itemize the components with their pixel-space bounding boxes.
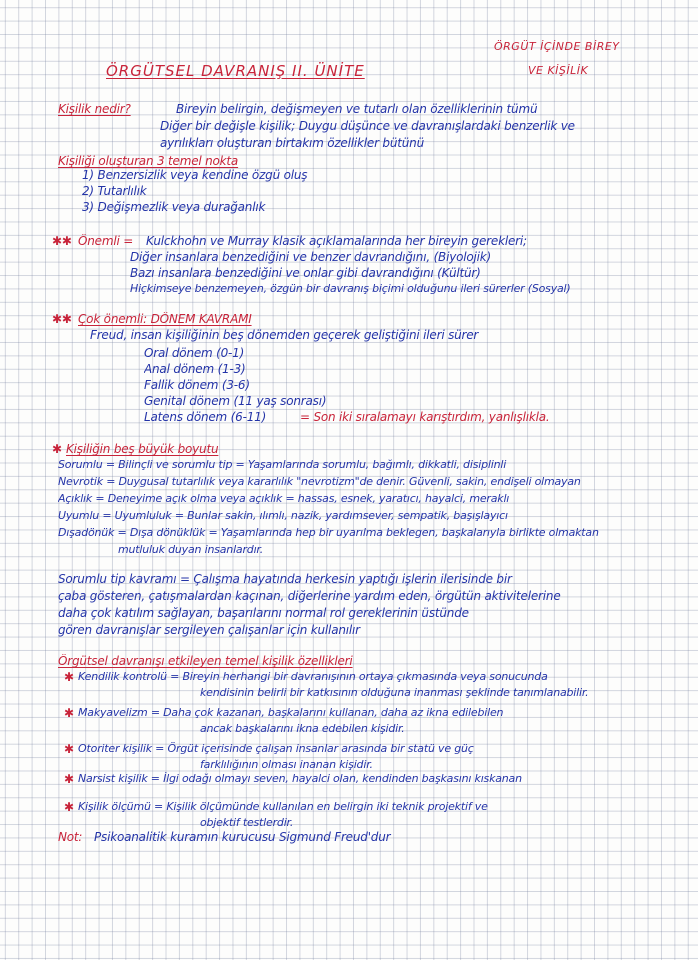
donem-intro: Freud, insan kişiliğinin beş dönemden geçerek geliştiğini ileri sürer <box>90 328 479 342</box>
note-label: Not: <box>58 830 83 844</box>
boyut-aciklik: Açıklık = Deneyime açık olma veya açıklık = hassas, esnek, yaratıcı, hayalci, meraklı <box>58 492 510 505</box>
kisilik-olcumu-cont: objektif testlerdir. <box>200 816 294 829</box>
orgutsel-heading: Örgütsel davranışı etkileyen temel kişilik özellikleri <box>58 654 353 668</box>
makyavelizm-cont: ancak başkalarını ikna edebilen kişidir. <box>200 722 405 735</box>
onemli-heading: Önemli = <box>78 234 134 248</box>
boyut-disadonuk-cont: mutluluk duyan insanlardır. <box>118 543 264 556</box>
donem-heading: Çok önemli: DÖNEM KAVRAMI <box>78 312 252 326</box>
otoriter-kisilik-cont: farklılığının olması inanan kişidir. <box>200 758 373 771</box>
kisilik-nedir-heading: Kişilik nedir? <box>58 102 131 116</box>
star-icon: ✱✱ <box>52 234 72 248</box>
boyut-sorumlu: Sorumlu = Bilinçli ve sorumlu tip = Yaşamlarında sorumlu, bağımlı, dikkatli, disiplinli <box>58 458 507 471</box>
kisilik-nedir-line-3: ayrılıkları oluşturan birtakım özellikler bütünü <box>160 136 424 150</box>
donem-oral: Oral dönem (0-1) <box>144 346 245 360</box>
kendilik-kontrolu-cont: kendisinin belirli bir katkısının olduğuna inanması şeklinde tanımlanabilir. <box>200 686 589 699</box>
boyut-uyumlu: Uyumlu = Uyumluluk = Bunlar sakin, ılımlı, nazik, yardımsever, sempatik, başışlayıcı <box>58 509 508 522</box>
boyut-nevrotik: Nevrotik = Duygusal tutarlılık veya kararlılık "nevrotizm"de denir. Güvenli, sakin, endişeli olmayan <box>58 475 581 488</box>
topic-line-2: VE KİŞİLİK <box>528 64 589 77</box>
star-icon: ✱ <box>64 800 74 814</box>
donem-genital: Genital dönem (11 yaş sonrası) <box>144 394 327 408</box>
star-icon: ✱✱ <box>52 312 72 326</box>
note-text: Psikoanalitik kuramın kurucusu Sigmund Freud'dur <box>94 830 391 844</box>
onemli-line-4: Hiçkimseye benzemeyen, özgün bir davranış biçimi olduğunu ileri sürerler (Sosyal) <box>130 282 571 295</box>
donem-anal: Anal dönem (1-3) <box>144 362 246 376</box>
page-title: ÖRGÜTSEL DAVRANIŞ II. ÜNİTE <box>106 62 365 80</box>
makyavelizm: Makyavelizm = Daha çok kazanan, başkalarını kullanan, daha az ikna edilebilen <box>78 706 504 719</box>
bes-boyut-heading: Kişiliğin beş büyük boyutu <box>66 442 219 456</box>
narsist-kisilik: Narsist kişilik = İlgi odağı olmayı seven, hayalci olan, kendinden başkasını kıskanan <box>78 772 522 785</box>
kisilik-olcumu: Kişilik ölçümü = Kişilik ölçümünde kullanılan en belirgin iki teknik projektif ve <box>78 800 488 813</box>
kendilik-kontrolu: Kendilik kontrolü = Bireyin herhangi bir davranışının ortaya çıkmasında veya sonucunda <box>78 670 548 683</box>
star-icon: ✱ <box>64 706 74 720</box>
donem-latens: Latens dönem (6-11) <box>144 410 267 424</box>
onemli-line-3: Bazı insanlara benzediğini ve onlar gibi davrandığını (Kültür) <box>130 266 481 280</box>
donem-latens-note: = Son iki sıralamayı karıştırdım, yanlışlıkla. <box>300 410 550 424</box>
kisilik-nedir-line-2: Diğer bir değişle kişilik; Duygu düşünce ve davranışlardaki benzerlik ve <box>160 119 575 133</box>
boyut-disadonuk: Dışadönük = Dışa dönüklük = Yaşamlarında hep bir uyarılma beklegen, başkalarıyla birlikte olmaktan <box>58 526 599 539</box>
temel-nokta-item-2: 2) Tutarlılık <box>82 184 147 198</box>
star-icon: ✱ <box>64 742 74 756</box>
temel-nokta-heading: Kişiliği oluşturan 3 temel nokta <box>58 154 239 168</box>
sorumlu-tip-line-2: çaba gösteren, çatışmalardan kaçınan, diğerlerine yardım eden, örgütün aktivitelerine <box>58 589 561 603</box>
star-icon: ✱ <box>64 670 74 684</box>
donem-fallik: Fallik dönem (3-6) <box>144 378 250 392</box>
temel-nokta-item-3: 3) Değişmezlik veya durağanlık <box>82 200 266 214</box>
onemli-line-2: Diğer insanlara benzediğini ve benzer davrandığını, (Biyolojik) <box>130 250 492 264</box>
kisilik-nedir-line-1: Bireyin belirgin, değişmeyen ve tutarlı olan özelliklerinin tümü <box>176 102 538 116</box>
sorumlu-tip-line-3: daha çok katılım sağlayan, başarılarını normal rol gereklerinin üstünde <box>58 606 469 620</box>
sorumlu-tip-line-1: Sorumlu tip kavramı = Çalışma hayatında herkesin yaptığı işlerin ilerisinde bir <box>58 572 512 586</box>
temel-nokta-item-1: 1) Benzersizlik veya kendine özgü oluş <box>82 168 308 182</box>
onemli-line-1: Kulckhohn ve Murray klasik açıklamalarında her bireyin gerekleri; <box>146 234 527 248</box>
sorumlu-tip-line-4: gören davranışlar sergileyen çalışanlar için kullanılır <box>58 623 360 637</box>
topic-line-1: ÖRGÜT İÇİNDE BİREY <box>494 40 620 53</box>
otoriter-kisilik: Otoriter kişilik = Örgüt içerisinde çalışan insanlar arasında bir statü ve güç <box>78 742 474 755</box>
star-icon: ✱ <box>64 772 74 786</box>
star-icon: ✱ <box>52 442 62 456</box>
